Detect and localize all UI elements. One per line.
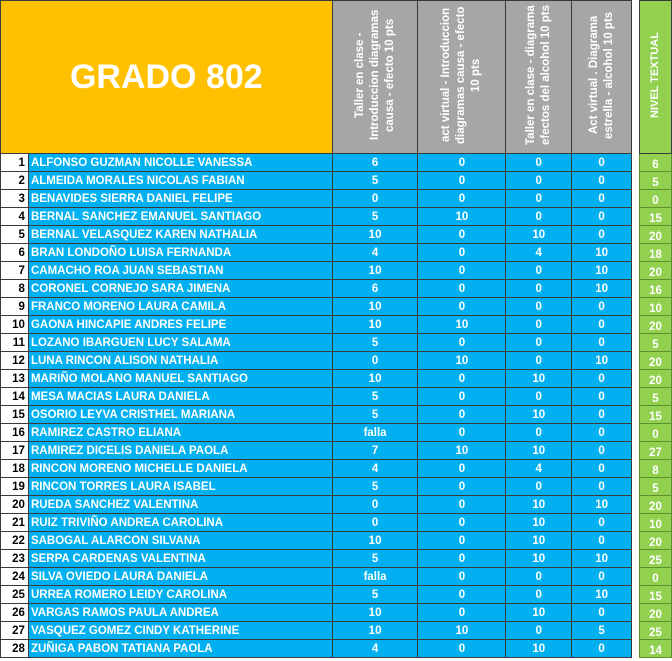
nivel-value: 8	[652, 465, 659, 477]
row-spacer	[632, 622, 640, 640]
student-name-cell[interactable]: RAMIREZ DICELIS DANIELA PAOLA	[28, 442, 332, 460]
score-act-virtual-causa-efecto[interactable]: 0	[418, 370, 506, 388]
score-taller-causa-efecto[interactable]: 6	[332, 154, 418, 172]
nivel-value: 18	[649, 249, 662, 261]
score-taller-causa-efecto[interactable]: 7	[332, 442, 418, 460]
score-taller-efectos-alcohol[interactable]: 0	[506, 622, 572, 640]
nivel-value: 16	[649, 285, 662, 297]
table-row	[1, 298, 672, 316]
column-header-label: NIVEL TEXTUAL	[649, 31, 661, 118]
row-number[interactable]: 22	[1, 532, 29, 550]
table-row	[1, 640, 672, 658]
score-nivel-textual[interactable]	[640, 424, 672, 442]
row-spacer	[632, 604, 640, 622]
row-number[interactable]: 2	[1, 172, 29, 190]
score-act-virtual-causa-efecto[interactable]: 0	[418, 532, 506, 550]
score-act-virtual-estrella[interactable]: 0	[572, 640, 632, 658]
score-taller-efectos-alcohol[interactable]: 10	[506, 370, 572, 388]
score-act-virtual-estrella[interactable]: 0	[572, 316, 632, 334]
student-name-cell[interactable]: RINCON MORENO MICHELLE DANIELA	[28, 460, 332, 478]
score-act-virtual-estrella[interactable]: 0	[572, 604, 632, 622]
row-spacer	[632, 514, 640, 532]
score-act-virtual-estrella[interactable]: 10	[572, 496, 632, 514]
score-taller-causa-efecto[interactable]: falla	[332, 424, 418, 442]
table-row	[1, 568, 672, 586]
student-name-cell[interactable]: ZUÑIGA PABON TATIANA PAOLA	[28, 640, 332, 658]
score-act-virtual-causa-efecto[interactable]: 0	[418, 298, 506, 316]
table-row	[1, 244, 672, 262]
score-act-virtual-causa-efecto[interactable]: 0	[418, 514, 506, 532]
row-number[interactable]: 12	[1, 352, 29, 370]
row-number[interactable]: 20	[1, 496, 29, 514]
score-act-virtual-causa-efecto[interactable]: 10	[418, 352, 506, 370]
student-name-cell[interactable]: RINCON TORRES LAURA ISABEL	[28, 478, 332, 496]
score-act-virtual-causa-efecto[interactable]: 0	[418, 496, 506, 514]
nivel-value: 20	[649, 321, 662, 333]
student-name-cell[interactable]: CORONEL CORNEJO SARA JIMENA	[28, 280, 332, 298]
nivel-value: 5	[652, 483, 659, 495]
score-taller-efectos-alcohol[interactable]: 0	[506, 262, 572, 280]
score-act-virtual-estrella[interactable]: 0	[572, 424, 632, 442]
score-act-virtual-causa-efecto[interactable]: 0	[418, 244, 506, 262]
score-act-virtual-causa-efecto[interactable]: 10	[418, 316, 506, 334]
score-taller-efectos-alcohol[interactable]: 10	[506, 406, 572, 424]
score-nivel-textual[interactable]	[640, 208, 672, 226]
score-nivel-textual[interactable]	[640, 442, 672, 460]
nivel-value: 20	[649, 375, 662, 387]
score-act-virtual-causa-efecto[interactable]: 0	[418, 262, 506, 280]
table-row	[1, 334, 672, 352]
row-number[interactable]: 18	[1, 460, 29, 478]
row-spacer	[632, 172, 640, 190]
score-taller-causa-efecto[interactable]: 0	[332, 496, 418, 514]
score-nivel-textual[interactable]	[640, 316, 672, 334]
score-act-virtual-estrella[interactable]: 10	[572, 586, 632, 604]
table-row	[1, 496, 672, 514]
score-taller-efectos-alcohol[interactable]: 0	[506, 586, 572, 604]
score-act-virtual-estrella[interactable]: 0	[572, 334, 632, 352]
score-nivel-textual[interactable]	[640, 298, 672, 316]
row-number[interactable]: 4	[1, 208, 29, 226]
score-act-virtual-causa-efecto[interactable]: 0	[418, 550, 506, 568]
score-taller-efectos-alcohol[interactable]: 0	[506, 424, 572, 442]
student-name-cell[interactable]: GAONA HINCAPIE ANDRES FELIPE	[28, 316, 332, 334]
row-number[interactable]: 19	[1, 478, 29, 496]
score-nivel-textual[interactable]	[640, 478, 672, 496]
row-number[interactable]: 5	[1, 226, 29, 244]
row-spacer	[632, 568, 640, 586]
nivel-value: 5	[652, 339, 659, 351]
header-row	[1, 1, 672, 154]
student-name-cell[interactable]: URREA ROMERO LEIDY CAROLINA	[28, 586, 332, 604]
column-header-label: Act virtual . Diagrama estrella - alcohol 10 pts	[587, 10, 615, 139]
score-taller-efectos-alcohol[interactable]: 10	[506, 604, 572, 622]
score-taller-efectos-alcohol[interactable]: 4	[506, 460, 572, 478]
row-spacer	[632, 496, 640, 514]
score-act-virtual-estrella[interactable]: 0	[572, 442, 632, 460]
score-taller-causa-efecto[interactable]: 5	[332, 550, 418, 568]
row-number[interactable]: 26	[1, 604, 29, 622]
row-spacer	[632, 370, 640, 388]
row-spacer	[632, 280, 640, 298]
row-number[interactable]: 1	[1, 154, 29, 172]
score-nivel-textual[interactable]	[640, 604, 672, 622]
score-nivel-textual[interactable]	[640, 622, 672, 640]
score-nivel-textual[interactable]	[640, 532, 672, 550]
score-act-virtual-causa-efecto[interactable]: 0	[418, 604, 506, 622]
score-act-virtual-causa-efecto[interactable]: 0	[418, 478, 506, 496]
row-number[interactable]: 16	[1, 424, 29, 442]
score-act-virtual-estrella[interactable]: 10	[572, 550, 632, 568]
score-act-virtual-estrella[interactable]: 0	[572, 532, 632, 550]
row-number[interactable]: 6	[1, 244, 29, 262]
table-row	[1, 586, 672, 604]
table-row	[1, 514, 672, 532]
score-act-virtual-causa-efecto[interactable]: 0	[418, 388, 506, 406]
score-taller-causa-efecto[interactable]: 5	[332, 586, 418, 604]
score-taller-efectos-alcohol[interactable]: 0	[506, 208, 572, 226]
score-act-virtual-estrella[interactable]: 0	[572, 370, 632, 388]
row-spacer	[632, 262, 640, 280]
score-nivel-textual[interactable]	[640, 154, 672, 172]
score-taller-efectos-alcohol[interactable]: 0	[506, 352, 572, 370]
score-taller-efectos-alcohol[interactable]: 0	[506, 280, 572, 298]
score-taller-efectos-alcohol[interactable]: 10	[506, 514, 572, 532]
row-spacer	[632, 460, 640, 478]
score-nivel-textual[interactable]	[640, 496, 672, 514]
student-name-cell[interactable]: SABOGAL ALARCON SILVANA	[28, 532, 332, 550]
score-act-virtual-estrella[interactable]: 0	[572, 154, 632, 172]
column-header-label: Taller en clase - Introduccion diagramas causa - efecto 10 pts	[353, 9, 396, 140]
score-taller-causa-efecto[interactable]: 10	[332, 316, 418, 334]
score-nivel-textual[interactable]	[640, 388, 672, 406]
student-name-cell[interactable]: SILVA OVIEDO LAURA DANIELA	[28, 568, 332, 586]
student-name-cell[interactable]: FRANCO MORENO LAURA CAMILA	[28, 298, 332, 316]
nivel-value: 15	[649, 411, 662, 423]
nivel-value: 27	[649, 447, 662, 459]
score-taller-causa-efecto[interactable]: 10	[332, 532, 418, 550]
score-nivel-textual[interactable]	[640, 262, 672, 280]
score-nivel-textual[interactable]	[640, 352, 672, 370]
row-spacer	[632, 208, 640, 226]
table-row	[1, 622, 672, 640]
student-name-cell[interactable]: SERPA CARDENAS VALENTINA	[28, 550, 332, 568]
row-spacer	[632, 352, 640, 370]
score-act-virtual-estrella[interactable]: 5	[572, 622, 632, 640]
score-act-virtual-estrella[interactable]: 0	[572, 406, 632, 424]
nivel-value: 6	[652, 159, 659, 171]
student-name-cell[interactable]: LOZANO IBARGUEN LUCY SALAMA	[28, 334, 332, 352]
nivel-value: 20	[649, 267, 662, 279]
score-nivel-textual[interactable]	[640, 550, 672, 568]
row-spacer	[632, 316, 640, 334]
row-number[interactable]: 25	[1, 586, 29, 604]
score-taller-causa-efecto[interactable]: 10	[332, 298, 418, 316]
score-nivel-textual[interactable]	[640, 334, 672, 352]
column-spacer	[632, 1, 640, 154]
score-taller-causa-efecto[interactable]: 6	[332, 280, 418, 298]
row-spacer	[632, 244, 640, 262]
row-number[interactable]: 21	[1, 514, 29, 532]
score-act-virtual-causa-efecto[interactable]: 10	[418, 442, 506, 460]
score-taller-causa-efecto[interactable]: 5	[332, 172, 418, 190]
nivel-value: 5	[652, 177, 659, 189]
score-act-virtual-estrella[interactable]: 10	[572, 280, 632, 298]
column-header-label: act virtual - Introduccion diagramas causa - efecto 10 pts	[440, 5, 483, 144]
student-name-cell[interactable]: ALFONSO GUZMAN NICOLLE VANESSA	[28, 154, 332, 172]
table-row	[1, 370, 672, 388]
nivel-value: 14	[649, 645, 662, 657]
row-number[interactable]: 14	[1, 388, 29, 406]
nivel-value: 20	[649, 357, 662, 369]
nivel-value: 0	[652, 429, 659, 441]
row-number[interactable]: 8	[1, 280, 29, 298]
score-taller-efectos-alcohol[interactable]: 10	[506, 496, 572, 514]
score-taller-efectos-alcohol[interactable]: 0	[506, 478, 572, 496]
score-act-virtual-estrella[interactable]: 0	[572, 478, 632, 496]
score-act-virtual-estrella[interactable]: 0	[572, 208, 632, 226]
score-act-virtual-estrella[interactable]: 10	[572, 244, 632, 262]
table-row	[1, 262, 672, 280]
score-act-virtual-causa-efecto[interactable]: 0	[418, 460, 506, 478]
score-nivel-textual[interactable]	[640, 568, 672, 586]
score-taller-efectos-alcohol[interactable]: 0	[506, 388, 572, 406]
score-act-virtual-estrella[interactable]: 0	[572, 388, 632, 406]
score-act-virtual-estrella[interactable]: 10	[572, 262, 632, 280]
table-row	[1, 532, 672, 550]
table-row	[1, 190, 672, 208]
score-act-virtual-causa-efecto[interactable]: 0	[418, 226, 506, 244]
student-name-cell[interactable]: BERNAL SANCHEZ EMANUEL SANTIAGO	[28, 208, 332, 226]
score-act-virtual-causa-efecto[interactable]: 0	[418, 640, 506, 658]
student-name-cell[interactable]: MESA MACIAS LAURA DANIELA	[28, 388, 332, 406]
score-taller-causa-efecto[interactable]: 10	[332, 226, 418, 244]
student-name-cell[interactable]: LUNA RINCON ALISON NATHALIA	[28, 352, 332, 370]
score-act-virtual-causa-efecto[interactable]: 0	[418, 280, 506, 298]
table-row	[1, 406, 672, 424]
score-taller-causa-efecto[interactable]: 0	[332, 514, 418, 532]
row-number[interactable]: 24	[1, 568, 29, 586]
nivel-value: 20	[649, 537, 662, 549]
score-taller-causa-efecto[interactable]: 10	[332, 370, 418, 388]
score-act-virtual-estrella[interactable]: 0	[572, 190, 632, 208]
table-row	[1, 424, 672, 442]
score-nivel-textual[interactable]	[640, 172, 672, 190]
score-taller-causa-efecto[interactable]: 5	[332, 406, 418, 424]
score-act-virtual-estrella[interactable]: 10	[572, 352, 632, 370]
score-act-virtual-estrella[interactable]: 0	[572, 226, 632, 244]
table-row	[1, 208, 672, 226]
table-row	[1, 280, 672, 298]
row-number[interactable]: 13	[1, 370, 29, 388]
student-name-cell[interactable]: VASQUEZ GOMEZ CINDY KATHERINE	[28, 622, 332, 640]
score-act-virtual-estrella[interactable]: 0	[572, 460, 632, 478]
score-taller-causa-efecto[interactable]: 10	[332, 262, 418, 280]
score-nivel-textual[interactable]	[640, 586, 672, 604]
score-act-virtual-causa-efecto[interactable]: 0	[418, 568, 506, 586]
page-title: GRADO 802	[1, 1, 333, 154]
score-act-virtual-estrella[interactable]: 0	[572, 514, 632, 532]
score-taller-efectos-alcohol[interactable]: 0	[506, 190, 572, 208]
score-act-virtual-estrella[interactable]: 0	[572, 172, 632, 190]
score-taller-causa-efecto[interactable]: 5	[332, 334, 418, 352]
score-act-virtual-estrella[interactable]: 0	[572, 568, 632, 586]
row-spacer	[632, 550, 640, 568]
row-spacer	[632, 532, 640, 550]
score-act-virtual-causa-efecto[interactable]: 10	[418, 622, 506, 640]
table-row	[1, 442, 672, 460]
score-taller-efectos-alcohol[interactable]: 10	[506, 226, 572, 244]
student-name-cell[interactable]: BRAN LONDOÑO LUISA FERNANDA	[28, 244, 332, 262]
score-taller-efectos-alcohol[interactable]: 0	[506, 316, 572, 334]
table-row	[1, 388, 672, 406]
row-number[interactable]: 17	[1, 442, 29, 460]
score-taller-causa-efecto[interactable]: 5	[332, 208, 418, 226]
nivel-value: 25	[649, 555, 662, 567]
score-taller-causa-efecto[interactable]: 10	[332, 622, 418, 640]
score-act-virtual-causa-efecto[interactable]: 10	[418, 208, 506, 226]
row-spacer	[632, 640, 640, 658]
table-row	[1, 478, 672, 496]
row-spacer	[632, 226, 640, 244]
score-nivel-textual[interactable]	[640, 514, 672, 532]
nivel-value: 20	[649, 609, 662, 621]
row-spacer	[632, 406, 640, 424]
student-name-cell[interactable]: RAMIREZ CASTRO ELIANA	[28, 424, 332, 442]
row-number[interactable]: 28	[1, 640, 29, 658]
student-name-cell[interactable]: CAMACHO ROA JUAN SEBASTIAN	[28, 262, 332, 280]
score-taller-causa-efecto[interactable]: 10	[332, 604, 418, 622]
column-header-taller-causa-efecto[interactable]	[332, 1, 418, 154]
student-name-cell[interactable]: BENAVIDES SIERRA DANIEL FELIPE	[28, 190, 332, 208]
table-row	[1, 604, 672, 622]
nivel-value: 0	[652, 195, 659, 207]
row-number[interactable]: 27	[1, 622, 29, 640]
student-name-cell[interactable]: BERNAL VELASQUEZ KAREN NATHALIA	[28, 226, 332, 244]
table-row	[1, 172, 672, 190]
score-nivel-textual[interactable]	[640, 370, 672, 388]
column-header-act-virtual-estrella[interactable]	[572, 1, 632, 154]
column-header-label: Taller en clase - diagrama efectos del alcohol 10 pts	[524, 4, 552, 145]
student-name-cell[interactable]: MARIÑO MOLANO MANUEL SANTIAGO	[28, 370, 332, 388]
column-header-act-virtual-causa-efecto[interactable]	[418, 1, 506, 154]
student-name-cell[interactable]: RUEDA SANCHEZ VALENTINA	[28, 496, 332, 514]
score-nivel-textual[interactable]	[640, 640, 672, 658]
table-row	[1, 226, 672, 244]
score-nivel-textual[interactable]	[640, 226, 672, 244]
table-row	[1, 550, 672, 568]
score-act-virtual-causa-efecto[interactable]: 0	[418, 154, 506, 172]
score-taller-efectos-alcohol[interactable]: 0	[506, 154, 572, 172]
column-header-nivel-textual[interactable]	[640, 1, 672, 154]
score-taller-efectos-alcohol[interactable]: 0	[506, 334, 572, 352]
nivel-value: 25	[649, 627, 662, 639]
row-spacer	[632, 154, 640, 172]
nivel-value: 5	[652, 393, 659, 405]
score-nivel-textual[interactable]	[640, 406, 672, 424]
score-taller-causa-efecto[interactable]: 5	[332, 478, 418, 496]
row-spacer	[632, 586, 640, 604]
table-row	[1, 154, 672, 172]
table-row	[1, 316, 672, 334]
table-row	[1, 460, 672, 478]
score-taller-efectos-alcohol[interactable]: 10	[506, 640, 572, 658]
score-taller-causa-efecto[interactable]: 0	[332, 352, 418, 370]
score-act-virtual-causa-efecto[interactable]: 0	[418, 172, 506, 190]
row-spacer	[632, 190, 640, 208]
score-taller-efectos-alcohol[interactable]: 0	[506, 172, 572, 190]
student-name-cell[interactable]: OSORIO LEYVA CRISTHEL MARIANA	[28, 406, 332, 424]
nivel-value: 0	[652, 573, 659, 585]
student-name-cell[interactable]: ALMEIDA MORALES NICOLAS FABIAN	[28, 172, 332, 190]
score-taller-causa-efecto[interactable]: 0	[332, 190, 418, 208]
nivel-value: 10	[649, 303, 662, 315]
score-taller-causa-efecto[interactable]: 4	[332, 460, 418, 478]
score-taller-causa-efecto[interactable]: 5	[332, 388, 418, 406]
score-taller-causa-efecto[interactable]: 4	[332, 640, 418, 658]
score-taller-efectos-alcohol[interactable]: 10	[506, 550, 572, 568]
score-act-virtual-causa-efecto[interactable]: 0	[418, 406, 506, 424]
row-spacer	[632, 478, 640, 496]
score-nivel-textual[interactable]	[640, 280, 672, 298]
row-spacer	[632, 388, 640, 406]
score-act-virtual-causa-efecto[interactable]: 0	[418, 424, 506, 442]
score-taller-efectos-alcohol[interactable]: 4	[506, 244, 572, 262]
row-number[interactable]: 10	[1, 316, 29, 334]
nivel-value: 20	[649, 231, 662, 243]
row-number[interactable]: 11	[1, 334, 29, 352]
score-act-virtual-causa-efecto[interactable]: 0	[418, 190, 506, 208]
score-act-virtual-estrella[interactable]: 0	[572, 298, 632, 316]
nivel-value: 20	[649, 501, 662, 513]
score-nivel-textual[interactable]	[640, 244, 672, 262]
score-act-virtual-causa-efecto[interactable]: 0	[418, 586, 506, 604]
row-spacer	[632, 298, 640, 316]
score-taller-efectos-alcohol[interactable]: 10	[506, 442, 572, 460]
row-number[interactable]: 23	[1, 550, 29, 568]
row-spacer	[632, 424, 640, 442]
row-number[interactable]: 9	[1, 298, 29, 316]
score-taller-causa-efecto[interactable]: falla	[332, 568, 418, 586]
row-number[interactable]: 7	[1, 262, 29, 280]
student-name-cell[interactable]: RUIZ TRIVIÑO ANDREA CAROLINA	[28, 514, 332, 532]
score-nivel-textual[interactable]	[640, 460, 672, 478]
table-row	[1, 352, 672, 370]
row-number[interactable]: 15	[1, 406, 29, 424]
score-taller-causa-efecto[interactable]: 4	[332, 244, 418, 262]
nivel-value: 15	[649, 591, 662, 603]
score-nivel-textual[interactable]	[640, 190, 672, 208]
score-act-virtual-causa-efecto[interactable]: 0	[418, 334, 506, 352]
score-taller-efectos-alcohol[interactable]: 10	[506, 532, 572, 550]
row-number[interactable]: 3	[1, 190, 29, 208]
nivel-value: 15	[649, 213, 662, 225]
row-spacer	[632, 334, 640, 352]
score-taller-efectos-alcohol[interactable]: 0	[506, 298, 572, 316]
column-header-taller-efectos-alcohol[interactable]	[506, 1, 572, 154]
score-taller-efectos-alcohol[interactable]: 0	[506, 568, 572, 586]
nivel-value: 10	[649, 519, 662, 531]
row-spacer	[632, 442, 640, 460]
student-name-cell[interactable]: VARGAS RAMOS PAULA ANDREA	[28, 604, 332, 622]
